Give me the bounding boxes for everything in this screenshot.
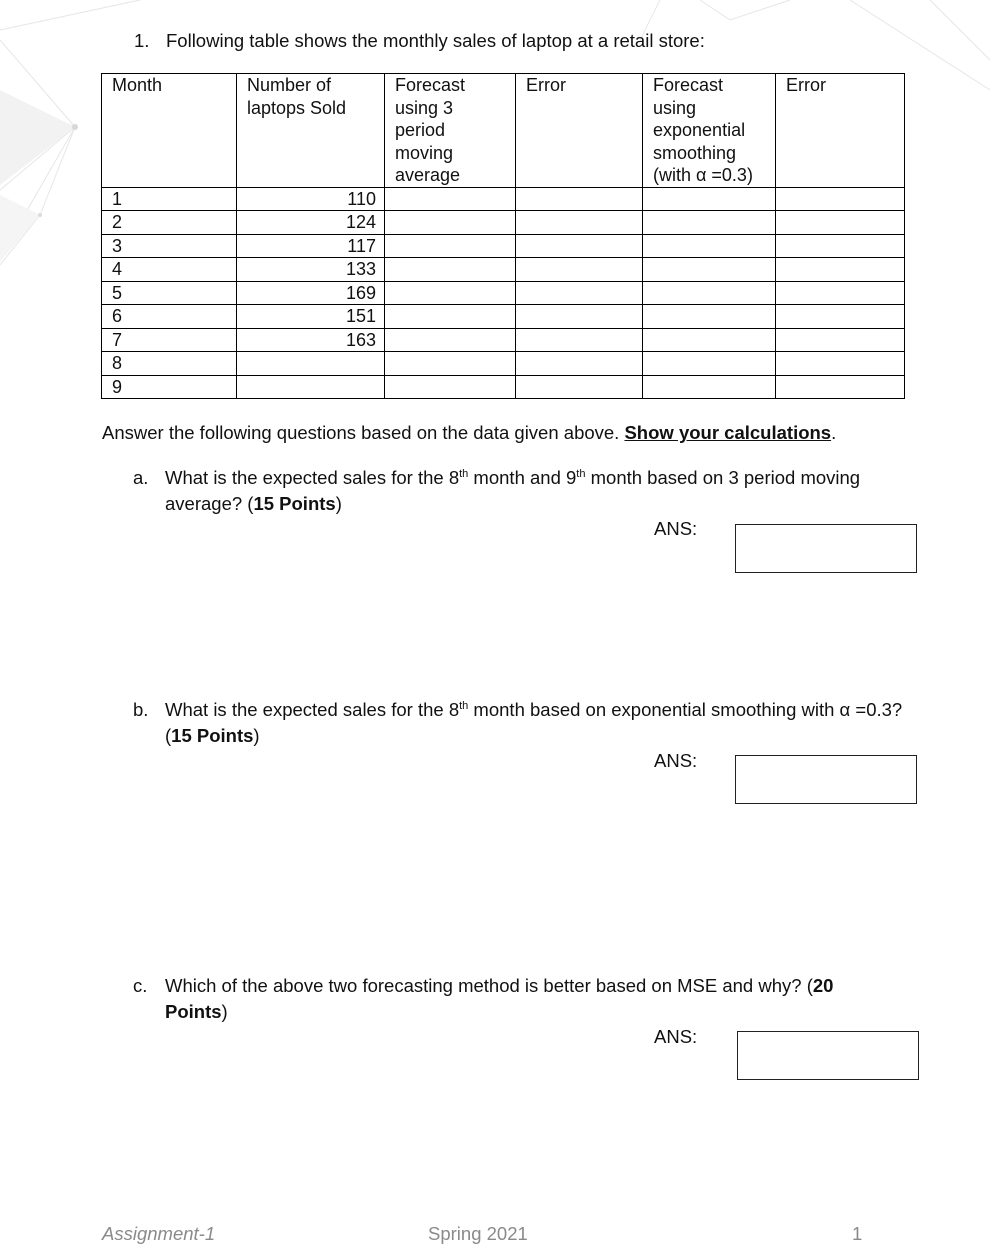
- footer-semester: Spring 2021: [428, 1223, 528, 1244]
- month-cell: 6: [102, 305, 237, 329]
- instructions-end: .: [831, 422, 837, 443]
- laptops-sold-cell: 151: [237, 305, 385, 329]
- error-es-cell[interactable]: [776, 328, 905, 352]
- question-b-text: What is the expected sales for the 8th month based on exponential smoothing with α =0.3? (15 Points): [165, 699, 903, 746]
- forecast-es-cell[interactable]: [643, 281, 776, 305]
- question-a-letter: a.: [133, 467, 149, 488]
- error-es-cell[interactable]: [776, 234, 905, 258]
- error-ma-cell[interactable]: [516, 375, 643, 399]
- error-ma-cell[interactable]: [516, 258, 643, 282]
- column-header: Error: [776, 74, 905, 188]
- error-es-cell[interactable]: [776, 281, 905, 305]
- question-c-letter: c.: [133, 975, 148, 996]
- error-es-cell[interactable]: [776, 187, 905, 211]
- answer-b-box[interactable]: [735, 755, 917, 804]
- forecast-es-cell[interactable]: [643, 375, 776, 399]
- forecast-ma-cell[interactable]: [385, 328, 516, 352]
- forecast-ma-cell[interactable]: [385, 258, 516, 282]
- column-header: Month: [102, 74, 237, 188]
- table-row: [102, 305, 905, 329]
- forecast-es-cell[interactable]: [643, 305, 776, 329]
- question-b: [133, 697, 923, 748]
- error-ma-cell[interactable]: [516, 281, 643, 305]
- column-header: Forecast using exponential smoothing (with α =0.3): [643, 74, 776, 188]
- laptops-sold-cell: 133: [237, 258, 385, 282]
- forecast-ma-cell[interactable]: [385, 281, 516, 305]
- forecast-ma-cell[interactable]: [385, 305, 516, 329]
- column-header: Error: [516, 74, 643, 188]
- month-cell: 8: [102, 352, 237, 376]
- month-cell: 5: [102, 281, 237, 305]
- month-cell: 1: [102, 187, 237, 211]
- forecast-ma-cell[interactable]: [385, 187, 516, 211]
- forecast-es-cell[interactable]: [643, 352, 776, 376]
- laptops-sold-cell: [237, 352, 385, 376]
- laptops-sold-cell: 163: [237, 328, 385, 352]
- instructions: [102, 422, 836, 444]
- table-row: [102, 211, 905, 235]
- laptops-sold-cell: 117: [237, 234, 385, 258]
- forecast-ma-cell[interactable]: [385, 375, 516, 399]
- question-1-number: 1.: [134, 30, 150, 51]
- table-header-row: [102, 74, 905, 188]
- answer-a-label: ANS:: [654, 518, 698, 539]
- column-header: Forecast using 3 period moving average: [385, 74, 516, 188]
- table-row: [102, 375, 905, 399]
- error-ma-cell[interactable]: [516, 234, 643, 258]
- error-es-cell[interactable]: [776, 211, 905, 235]
- table-row: [102, 258, 905, 282]
- question-c: [133, 973, 853, 1024]
- forecast-es-cell[interactable]: [643, 258, 776, 282]
- answer-a-box[interactable]: [735, 524, 917, 573]
- error-ma-cell[interactable]: [516, 328, 643, 352]
- forecast-ma-cell[interactable]: [385, 352, 516, 376]
- sales-table: [101, 73, 905, 399]
- error-es-cell[interactable]: [776, 305, 905, 329]
- error-ma-cell[interactable]: [516, 187, 643, 211]
- month-cell: 4: [102, 258, 237, 282]
- table-row: [102, 281, 905, 305]
- laptops-sold-cell: 110: [237, 187, 385, 211]
- error-es-cell[interactable]: [776, 352, 905, 376]
- month-cell: 2: [102, 211, 237, 235]
- page-number: 1: [852, 1223, 863, 1244]
- error-ma-cell[interactable]: [516, 305, 643, 329]
- footer-assignment: Assignment-1: [102, 1223, 216, 1244]
- question-b-letter: b.: [133, 699, 149, 720]
- forecast-es-cell[interactable]: [643, 328, 776, 352]
- instructions-text: Answer the following questions based on the data given above.: [102, 422, 625, 443]
- column-header: Number of laptops Sold: [237, 74, 385, 188]
- forecast-ma-cell[interactable]: [385, 234, 516, 258]
- error-ma-cell[interactable]: [516, 211, 643, 235]
- table-row: [102, 352, 905, 376]
- answer-c-box[interactable]: [737, 1031, 919, 1080]
- instructions-emphasis: Show your calculations: [624, 422, 832, 443]
- table-row: [102, 187, 905, 211]
- error-ma-cell[interactable]: [516, 352, 643, 376]
- forecast-es-cell[interactable]: [643, 234, 776, 258]
- month-cell: 9: [102, 375, 237, 399]
- question-c-text: Which of the above two forecasting method is better based on MSE and why? (20 Points): [165, 975, 834, 1022]
- question-a: [133, 465, 923, 516]
- month-cell: 3: [102, 234, 237, 258]
- error-es-cell[interactable]: [776, 258, 905, 282]
- table-body: [102, 187, 905, 399]
- forecast-es-cell[interactable]: [643, 187, 776, 211]
- forecast-ma-cell[interactable]: [385, 211, 516, 235]
- table-row: [102, 328, 905, 352]
- laptops-sold-cell: 169: [237, 281, 385, 305]
- answer-b-label: ANS:: [654, 750, 698, 771]
- table-row: [102, 234, 905, 258]
- answer-c-label: ANS:: [654, 1026, 698, 1047]
- question-a-text: What is the expected sales for the 8th month and 9th month based on 3 period moving average? (15 Points): [165, 467, 861, 514]
- laptops-sold-cell: 124: [237, 211, 385, 235]
- laptops-sold-cell: [237, 375, 385, 399]
- month-cell: 7: [102, 328, 237, 352]
- question-1-prompt: [134, 30, 705, 52]
- question-1-text: Following table shows the monthly sales of laptop at a retail store:: [166, 30, 705, 51]
- error-es-cell[interactable]: [776, 375, 905, 399]
- forecast-es-cell[interactable]: [643, 211, 776, 235]
